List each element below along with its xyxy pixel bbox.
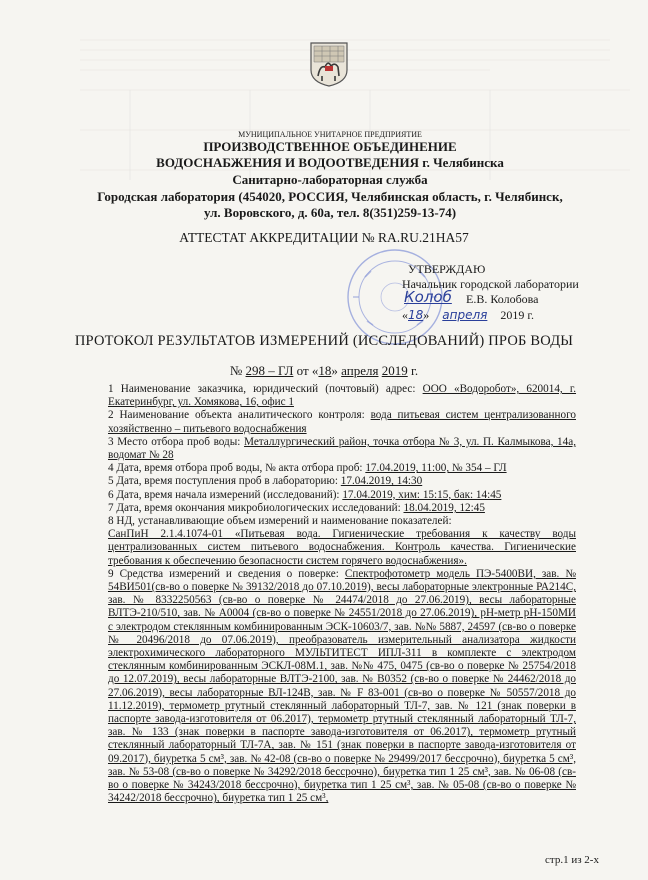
item-5: 5 Дата, время поступления проб в лабораторию: 17.04.2019, 14:30 <box>108 475 423 488</box>
protocol-number-value: 298 – ГЛ <box>245 363 294 378</box>
enterprise-name-line2: ВОДОСНАБЖЕНИЯ И ВОДООТВЕДЕНИЯ г. Челябинска <box>156 155 504 170</box>
protocol-body <box>108 383 576 806</box>
item-2: 2 Наименование объекта аналитического контроля: вода питьевая систем централизованного хозяйственно – питьевого водоснабжения <box>108 409 576 435</box>
approval-signature-line <box>402 288 632 308</box>
approval-date-year: 2019 г. <box>500 308 534 322</box>
item-9: 9 Средства измерений и сведения о поверке: Спектрофотометр модель ПЭ-5400ВИ, зав. № 54ВИ501(св-во о поверке № 39132/2018 до 07.10.2019), весы лабораторные электронные РА214С, зав. № 8332250563 (св-во о поверке № 24474/2018 до 27.06.2019), весы лабораторные ВЛТЭ-210/510, зав. № А0004 (св-во о поверке № 24551/2018 до 27.06.2019), рН-метр рН-150МИ с электродом стеклянным комбинированным ЭСК-10603/7, зав. №№ 5887, 24597 (св-во о поверке № 20496/2018 до 07.06.2019), преобразователь измерительный анализатора жидкости электрохимического лабораторного МУЛЬТИТЕСТ ИПЛ-311 в комплекте с электродом стеклянным комбинированным ЭСКЛ-08М.1, зав. №№ 475, 0475 (св-во о поверке № 25754/2018 до 12.07.2019), весы лабораторные ВЛТЭ-2100, зав. № В0352 (св-во о поверке № 24462/2018 до 27.06.2019), весы лабораторные ВЛ-124В, зав. № F 83-001 (св-во о поверке № 50557/2018 до 11.12.2019), термометр ртутный стеклянный лабораторный ТЛ-7, зав. № 121 (знак поверки в паспорте завода-изготовителя от 06.2017), термометр ртутный стеклянный лабораторный ТЛ-7, зав. № 133 (знак поверки в паспорте завода-изготовителя от 06.2017), термометр ртутный стеклянный лабораторный ТЛ-7А, зав. № 151 (знак поверки в паспорте завода-изготовителя от 09.2017), биуретка 5 см³, зав. № 42-08 (св-во о поверке № 29499/2017 бессрочно), биуретка 5 см³, зав. № 53-08 (св-во о поверке № 34292/2018 бессрочно), биуретка тип 1 25 см³, зав. № 06-08 (св-во о поверке № 34243/2018 бессрочно), биуретка тип 1 25 см³, зав. № 05-08 (св-во о поверке № 34242/2018 бессрочно), биуретка тип 1 25 см³, <box>108 567 577 805</box>
approval-position: Начальник городской лаборатории <box>402 277 579 291</box>
protocol-date-month: апреля <box>341 363 379 378</box>
approval-date-month: апреля <box>442 308 488 322</box>
handwritten-signature: Колоб <box>404 288 452 306</box>
approval-date-day: 18 <box>408 308 424 322</box>
laboratory-address: ул. Воровского, д. 60а, тел. 8(351)259-13-74) <box>203 205 457 220</box>
enterprise-type: МУНИЦИПАЛЬНОЕ УНИТАРНОЕ ПРЕДПРИЯТИЕ <box>238 130 422 139</box>
protocol-number: № 298 – ГЛ от «18» апреля 2019 г. <box>229 363 419 378</box>
protocol-date-year: 2019 <box>381 363 408 378</box>
item-8: 8 НД, устанавливающие объем измерений и наименование показателей: <box>108 515 452 528</box>
item-1: 1 Наименование заказчика, юридический (почтовый) адрес: ООО «Водоробот», 620014, г. Екатеринбург, ул. Хомякова, 16, офис 1 <box>108 383 577 409</box>
item-3: 3 Место отбора проб воды: Металлургический район, точка отбора № 3, ул. П. Калмыкова, 14а, водомат № 28 <box>108 435 577 462</box>
service-name: Санитарно-лабораторная служба <box>232 172 428 187</box>
approval-date: «18» апреля 2019 г. <box>402 308 534 322</box>
approval-name: Е.В. Колобова <box>466 292 539 306</box>
page-counter: стр.1 из 2-х <box>545 854 599 866</box>
enterprise-name-line1: ПРОИЗВОДСТВЕННОЕ ОБЪЕДИНЕНИЕ <box>203 139 457 154</box>
protocol-date-day: 18 <box>318 363 332 378</box>
approval-title: УТВЕРЖДАЮ <box>408 262 486 276</box>
approval-block <box>402 262 632 323</box>
accreditation-number: АТТЕСТАТ АККРЕДИТАЦИИ № RA.RU.21НА57 <box>179 230 469 245</box>
item-8-regulation: СанПиН 2.1.4.1074-01 «Питьевая вода. Гигиенические требования к качеству воды централизованных систем питьевого водоснабжения. Контроль качества. Гигиенические требования к обеспечению безопасности систем горячего водоснабжения». <box>108 528 576 567</box>
item-6: 6 Дата, время начала измерений (исследований): 17.04.2019, хим: 15:15, бак: 14:45 <box>108 488 502 501</box>
protocol-title: ПРОТОКОЛ РЕЗУЛЬТАТОВ ИЗМЕРЕНИЙ (ИССЛЕДОВАНИЙ) ПРОБ ВОДЫ <box>74 333 574 349</box>
city-coat-of-arms-camel-icon <box>308 40 350 88</box>
item-7: 7 Дата, время окончания микробиологических исследований: 18.04.2019, 12:45 <box>108 501 485 514</box>
item-4: 4 Дата, время отбора проб воды, № акта отбора проб: 17.04.2019, 11:00, № 354 – ГЛ <box>108 462 507 475</box>
laboratory-name: Городская лаборатория (454020, РОССИЯ, Челябинская область, г. Челябинск, <box>97 189 563 204</box>
